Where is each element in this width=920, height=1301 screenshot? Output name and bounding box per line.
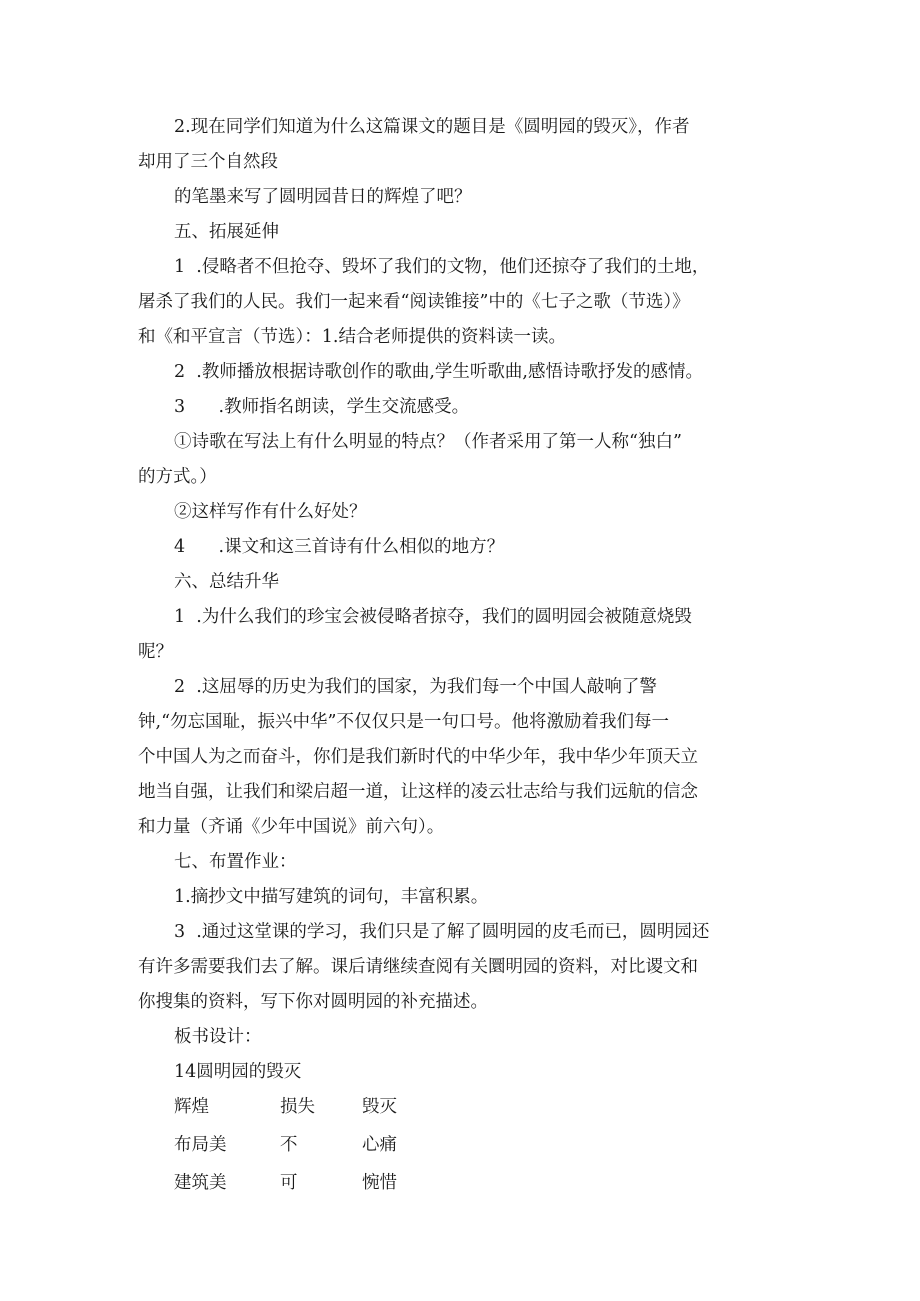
text-line: 和力量（齐诵《少年中国说》前六句）。 (138, 817, 445, 837)
text-line: 五、拓展延伸 (174, 222, 279, 242)
blackboard-table (138, 1090, 798, 1204)
text-line: 4 .课文和这三首诗有什么相似的地方？ (174, 537, 505, 557)
text-line: 2.现在同学们知道为什么这篇课文的题目是《圆明园的毁灭》，作者 (174, 117, 690, 137)
text-line: 的方式。） (138, 467, 217, 487)
text-line: 1 .为什么我们的珍宝会被侵略者掠夺，我们的圆明园会被随意烧毁 (174, 607, 692, 627)
text-line: 板书设计： (174, 1027, 262, 1047)
text-line: 1.摘抄文中描写建筑的词句，丰富积累。 (174, 887, 489, 907)
text-line: 2 .教师播放根据诗歌创作的歌曲,学生听歌曲,感悟诗歌抒发的感情。 (174, 362, 703, 382)
text-line: 的笔墨来写了圆明园昔日的辉煌了吧？ (174, 187, 472, 207)
text-line: ②这样写作有什么好处？ (174, 502, 367, 522)
text-line: 地当自强，让我们和梁启超一道，让这样的凌云壮志给与我们远航的信念 (138, 782, 698, 802)
text-line: 和《和平宣言（节选）：1.结合老师提供的资料读一读。 (138, 327, 566, 347)
board-cell: 心痛 (362, 1135, 397, 1155)
board-cell: 不 (280, 1135, 298, 1155)
board-cell: 毁灭 (362, 1097, 397, 1117)
board-cell: 损失 (280, 1097, 315, 1117)
board-cell: 可 (280, 1173, 298, 1193)
board-row (138, 1166, 798, 1204)
text-line: 呢？ (138, 642, 173, 662)
text-line: 14圆明园的毁灭 (174, 1062, 302, 1082)
text-line: 屠杀了我们的人民。我们一起来看“阅读锥接”中的《七子之歌（节选）》 (138, 292, 690, 312)
text-line: 个中国人为之而奋斗，你们是我们新时代的中华少年，我中华少年顶天立 (138, 747, 698, 767)
text-line: 钟,“勿忘国耻，振兴中华”不仅仅只是一句口号。他将激励着我们每一 (138, 712, 669, 732)
text-line: 有许多需要我们去了解。课后请继续查阅有关圜明园的资料，对比谡文和 (138, 957, 698, 977)
text-line: 却用了三个自然段 (138, 152, 278, 172)
text-line: 3 .通过这堂课的学习，我们只是了解了圆明园的皮毛而已，圆明园还 (174, 922, 710, 942)
board-cell: 布局美 (174, 1135, 227, 1155)
board-row (138, 1090, 798, 1128)
board-cell: 惋惜 (362, 1173, 397, 1193)
board-row (138, 1128, 798, 1166)
document-body (138, 110, 798, 1204)
text-line: 3 .教师指名朗读，学生交流感受。 (174, 397, 470, 417)
text-line: 七、布置作业： (174, 852, 297, 872)
text-line: 2 .这屈辱的历史为我们的国家，为我们每一个中国人敲响了警 (174, 677, 657, 697)
text-line: 你搜集的资料，写下你对圆明园的补充描述。 (138, 992, 488, 1012)
board-cell: 建筑美 (174, 1173, 227, 1193)
board-cell: 辉煌 (174, 1097, 209, 1117)
text-line: ①诗歌在写法上有什么明显的特点？（作者采用了第一人称“独白” (174, 432, 682, 452)
text-line: 六、总结升华 (174, 572, 279, 592)
paragraph-lines (138, 110, 798, 1090)
text-line: 1 .侵略者不但抢夺、毁坏了我们的文物，他们还掠夺了我们的土地， (174, 257, 710, 277)
